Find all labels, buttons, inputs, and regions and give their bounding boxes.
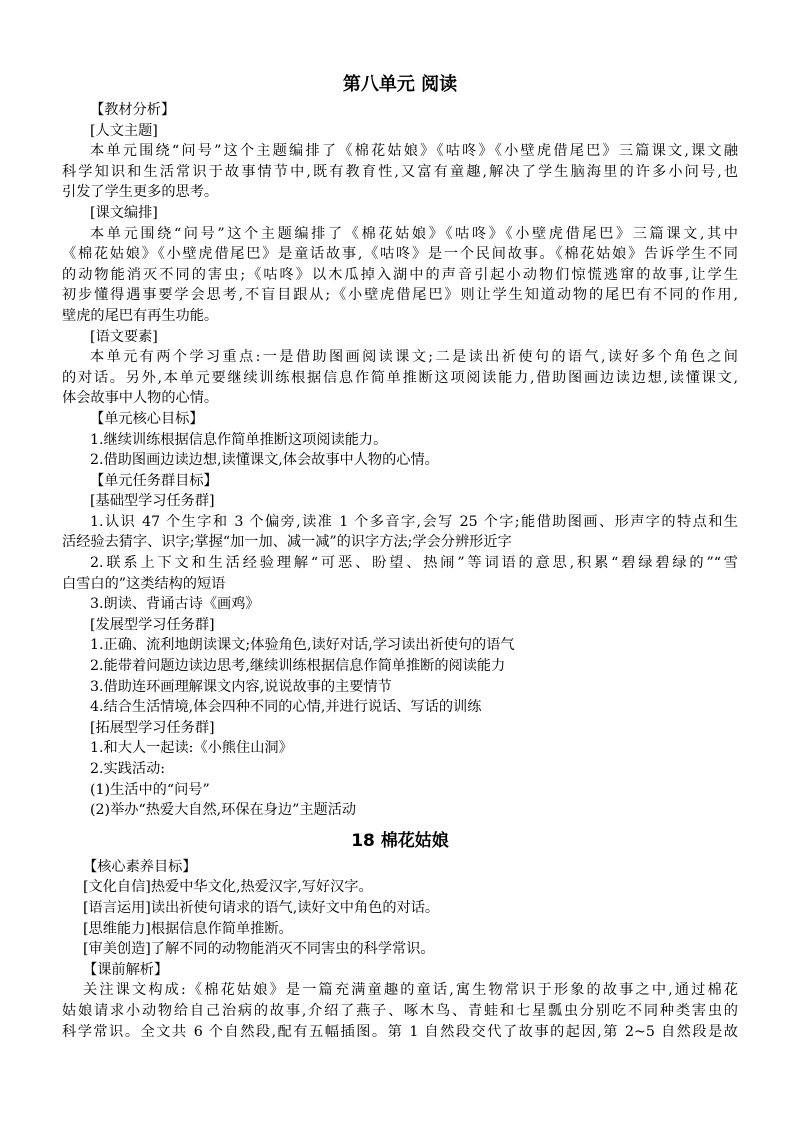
heading-core-goals: 【单元核心目标】	[90, 410, 204, 427]
paragraph-line: 本单元围绕“问号”这个主题编排了《棉花姑娘》《咕咚》《小壁虎借尾巴》三篇课文,其中	[90, 225, 738, 242]
list-item: [审美创造]了解不同的动物能消灭不同害虫的科学常识。	[83, 941, 435, 958]
paragraph-line: 关注课文构成:《棉花姑娘》是一篇充满童趣的童话,寓生物常识于形象的故事之中,通过棉花	[83, 982, 738, 999]
paragraph-line: 初步懂得遇事要学会思考,不盲目跟从;《小壁虎借尾巴》则让学生知道动物的尾巴有不同的作用,	[62, 287, 738, 304]
list-item: 2.联系上下文和生活经验理解“可恶、盼望、热闹”等词语的意思,积累“碧绿碧绿的”“雪	[90, 555, 738, 572]
lesson-title: 18 棉花姑娘	[351, 830, 449, 851]
subheading-basic-tasks: [基础型学习任务群]	[90, 493, 215, 510]
paragraph-line: 科学常识。全文共 6 个自然段,配有五幅插图。第 1 自然段交代了故事的起因,第 2~5 自然段是故	[62, 1023, 738, 1040]
list-item: 4.结合生活情境,体会四种不同的心情,并进行说话、写话的训练	[90, 699, 482, 716]
section-textbook-analysis	[62, 100, 738, 821]
list-item-continued: 活经验去猜字、识字;掌握“加一加、减一减”的识字方法;学会分辨形近字	[62, 534, 512, 551]
list-item: 3.借助连环画理解课文内容,说说故事的主要情节	[90, 678, 392, 695]
list-item: [文化自信]热爱中华文化,热爱汉字,写好汉字。	[83, 879, 373, 896]
paragraph-line: 本单元有两个学习重点:一是借助图画阅读课文;二是读出祈使句的语气,读好多个角色之间	[90, 349, 738, 366]
subheading-arrangement: [课文编排]	[90, 204, 158, 221]
paragraph-line: 《棉花姑娘》《小壁虎借尾巴》是童话故事,《咕咚》是一个民间故事。《棉花姑娘》告诉学生不同	[62, 246, 738, 263]
subheading-extension-tasks: [拓展型学习任务群]	[90, 719, 215, 736]
paragraph-line: 体会故事中人物的心情。	[62, 390, 219, 407]
list-item: 1.继续训练根据信息作简单推断这项阅读能力。	[90, 431, 388, 448]
list-item: 1.正确、流利地朗读课文;体验角色,读好对话,学习读出祈使句的语气	[90, 637, 515, 654]
heading-textbook-analysis: 【教材分析】	[90, 102, 176, 118]
paragraph-line: 姑娘请求小动物给自己治病的故事,介绍了燕子、啄木鸟、青蛙和七星瓢虫分别吃不同种类害虫的	[62, 1002, 738, 1019]
document-page	[62, 70, 738, 1042]
paragraph-line: 的动物能消灭不同的害虫;《咕咚》以木瓜掉入湖中的声音引起小动物们惊慌逃窜的故事,让学生	[62, 266, 738, 283]
paragraph-line: 本单元围绕“问号”这个主题编排了《棉花姑娘》《咕咚》《小壁虎借尾巴》三篇课文,课文融	[90, 143, 738, 160]
list-item: (1)生活中的“问号”	[90, 781, 210, 798]
subheading-development-tasks: [发展型学习任务群]	[90, 616, 215, 633]
section-lesson	[62, 857, 738, 1042]
heading-core-literacy-goals: 【核心素养目标】	[83, 858, 197, 875]
paragraph-line: 壁虎的尾巴有再生功能。	[62, 307, 219, 324]
list-item: 2.实践活动:	[90, 761, 166, 777]
heading-pre-class-analysis: 【课前解析】	[83, 961, 169, 978]
list-item: 1.和大人一起读:《小熊住山洞》	[90, 740, 293, 757]
list-item: 3.朗读、背诵古诗《画鸡》	[90, 596, 260, 613]
subheading-language-elements: [语文要素]	[90, 328, 158, 345]
list-item: [语言运用]读出祈使句请求的语气,读好文中角色的对话。	[83, 899, 440, 916]
list-item: (2)举办“热爱大自然,环保在身边”主题活动	[90, 802, 357, 819]
unit-title: 第八单元 阅读	[342, 74, 458, 95]
paragraph-line: 的对话。另外,本单元要继续训练根据信息作简单推断这项阅读能力,借助图画边读边想,读懂课文,	[62, 369, 738, 386]
list-item-continued: 白雪白的”这类结构的短语	[62, 575, 226, 592]
paragraph-line: 科学知识和生活常识于故事情节中,既有教育性,又富有童趣,解决了学生脑海里的许多小问号,也	[62, 163, 738, 180]
list-item: 1.认识 47 个生字和 3 个偏旁,读准 1 个多音字,会写 25 个字;能借助图画、形声字的特点和生	[90, 513, 738, 530]
heading-task-group-goals: 【单元任务群目标】	[90, 472, 218, 489]
subheading-theme: [人文主题]	[90, 122, 158, 139]
paragraph-line: 引发了学生更多的思考。	[62, 184, 219, 201]
list-item: 2.能带着问题边读边思考,继续训练根据信息作简单推断的阅读能力	[90, 658, 506, 675]
list-item: [思维能力]根据信息作简单推断。	[83, 920, 293, 937]
list-item: 2.借助图画边读边想,读懂课文,体会故事中人物的心情。	[90, 452, 439, 469]
